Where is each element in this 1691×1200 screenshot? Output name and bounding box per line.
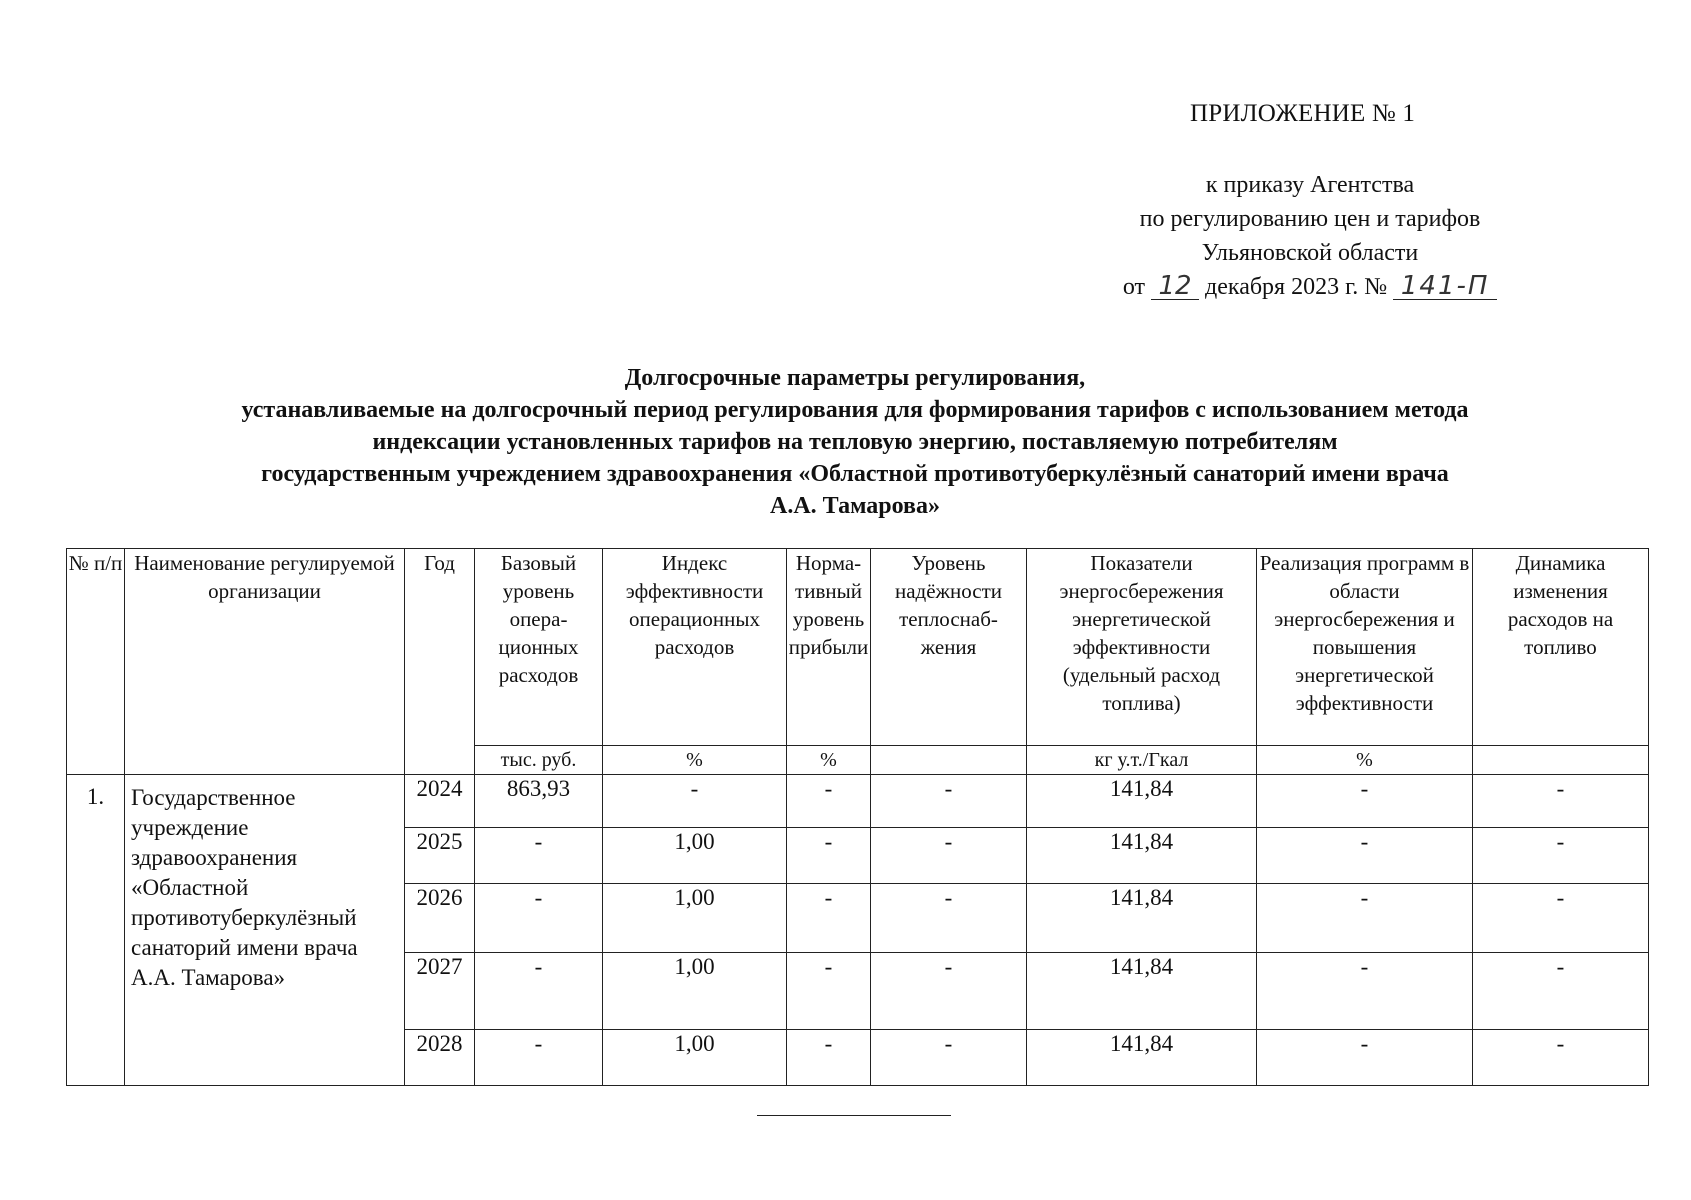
cell-year: 2026 <box>405 884 475 953</box>
header-fuel: Динамика изменения расходов на топливо <box>1473 549 1649 746</box>
cell-fuel: - <box>1473 953 1649 1030</box>
order-line-1: к приказу Агентства <box>1205 172 1415 198</box>
table-row <box>67 775 1649 828</box>
cell-reliability: - <box>871 1030 1027 1086</box>
cell-profit: - <box>787 953 871 1030</box>
handwritten-day: 12 <box>1151 273 1199 300</box>
cell-programs: - <box>1257 828 1473 884</box>
date-prefix: от <box>1122 274 1146 300</box>
cell-fuel: - <box>1473 1030 1649 1086</box>
cell-base: 863,93 <box>475 775 603 828</box>
unit-fuel <box>1473 746 1649 775</box>
handwritten-order-number: 141-П <box>1393 273 1497 300</box>
cell-index: 1,00 <box>603 953 787 1030</box>
cell-reliability: - <box>871 884 1027 953</box>
document-title <box>60 362 1650 522</box>
cell-reliability: - <box>871 828 1027 884</box>
footer-divider <box>757 1115 951 1116</box>
cell-index: 1,00 <box>603 828 787 884</box>
header-energy: Показатели энергосбережения энергетической эффективности (удельный расход топлива) <box>1027 549 1257 746</box>
cell-index: 1,00 <box>603 884 787 953</box>
cell-programs: - <box>1257 1030 1473 1086</box>
cell-year: 2028 <box>405 1030 475 1086</box>
title-line-5: А.А. Тамарова» <box>770 493 940 519</box>
cell-base: - <box>475 953 603 1030</box>
unit-profit: % <box>787 746 871 775</box>
header-programs: Реализация программ в области энергосбережения и повышения энергетической эффективности <box>1257 549 1473 746</box>
cell-profit: - <box>787 828 871 884</box>
cell-fuel: - <box>1473 884 1649 953</box>
header-org: Наименование регулируемой организации <box>125 549 405 775</box>
cell-reliability: - <box>871 953 1027 1030</box>
unit-energy: кг у.т./Гкал <box>1027 746 1257 775</box>
cell-index: 1,00 <box>603 1030 787 1086</box>
cell-energy: 141,84 <box>1027 953 1257 1030</box>
cell-energy: 141,84 <box>1027 828 1257 884</box>
order-line-3: Ульяновской области <box>1201 240 1419 266</box>
appendix-label: ПРИЛОЖЕНИЕ № 1 <box>1190 100 1416 127</box>
cell-fuel: - <box>1473 775 1649 828</box>
cell-energy: 141,84 <box>1027 884 1257 953</box>
unit-base: тыс. руб. <box>475 746 603 775</box>
header-base: Базовый уровень опера- ционных расходов <box>475 549 603 746</box>
header-year: Год <box>405 549 475 775</box>
cell-programs: - <box>1257 775 1473 828</box>
cell-profit: - <box>787 775 871 828</box>
row-number: 1. <box>67 775 125 1086</box>
header-reliability: Уровень надёжности теплоснаб- жения <box>871 549 1027 746</box>
unit-index: % <box>603 746 787 775</box>
cell-base: - <box>475 884 603 953</box>
title-line-1: Долгосрочные параметры регулирования, <box>624 365 1086 391</box>
cell-fuel: - <box>1473 828 1649 884</box>
cell-base: - <box>475 828 603 884</box>
header-profit: Норма- тивный уровень прибыли <box>787 549 871 746</box>
order-date-line <box>1080 270 1540 304</box>
title-line-3: индексации установленных тарифов на тепловую энергию, поставляемую потребителям <box>372 429 1338 455</box>
cell-year: 2024 <box>405 775 475 828</box>
cell-profit: - <box>787 884 871 953</box>
title-line-4: государственным учреждением здравоохранения «Областной противотуберкулёзный санаторий имени врача <box>261 461 1449 487</box>
order-reference <box>1080 168 1540 304</box>
unit-reliability <box>871 746 1027 775</box>
cell-index: - <box>603 775 787 828</box>
date-rest: декабря 2023 г. № <box>1205 274 1388 300</box>
cell-year: 2025 <box>405 828 475 884</box>
cell-profit: - <box>787 1030 871 1086</box>
title-line-2: устанавливаемые на долгосрочный период регулирования для формирования тарифов с использованием метода <box>241 397 1469 423</box>
header-index: Индекс эффективности операционных расходов <box>603 549 787 746</box>
cell-programs: - <box>1257 884 1473 953</box>
cell-base: - <box>475 1030 603 1086</box>
unit-programs: % <box>1257 746 1473 775</box>
cell-year: 2027 <box>405 953 475 1030</box>
cell-programs: - <box>1257 953 1473 1030</box>
cell-energy: 141,84 <box>1027 775 1257 828</box>
order-line-2: по регулированию цен и тарифов <box>1139 206 1481 232</box>
header-num: № п/п <box>67 549 125 775</box>
parameters-table <box>66 548 1649 1086</box>
organization-name: Государственное учреждение здравоохранения «Областной противотуберкулёзный санаторий имени врача А.А. Тамарова» <box>125 775 405 1086</box>
cell-energy: 141,84 <box>1027 1030 1257 1086</box>
cell-reliability: - <box>871 775 1027 828</box>
